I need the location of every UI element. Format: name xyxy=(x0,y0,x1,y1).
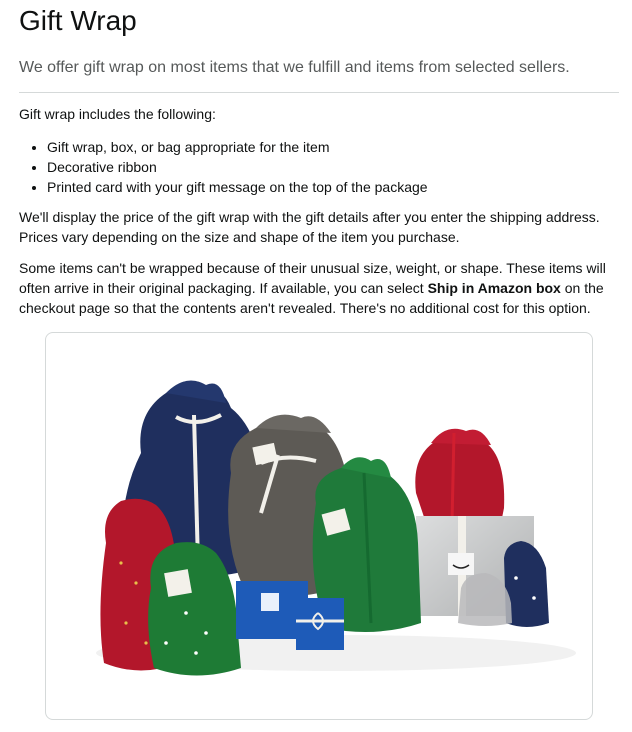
price-paragraph: We'll display the price of the gift wrap with the gift details after you enter the shipping address. Prices vary depending on the size and shape of the item you purchase. xyxy=(19,209,600,245)
includes-list xyxy=(19,137,428,197)
list-item: • Decorative ribbon xyxy=(47,157,428,177)
list-item: • Printed card with your gift message on the top of the package xyxy=(47,177,428,197)
ship-box-text-after: on the checkout page so that the contents aren't revealed. There's no additional cost for this option. xyxy=(19,280,604,316)
list-item: • Gift wrap, box, or bag appropriate for the item xyxy=(47,137,428,157)
page-subtitle: We offer gift wrap on most items that we fulfill and items from selected sellers. xyxy=(19,59,570,76)
ship-box-paragraph xyxy=(19,258,619,318)
ship-in-amazon-box-label: Ship in Amazon box xyxy=(427,280,561,296)
includes-intro: Gift wrap includes the following: xyxy=(19,106,216,122)
red-gift-bag-icon xyxy=(415,429,504,528)
gift-bags-illustration xyxy=(46,333,592,719)
ship-box-text-before: Some items can't be wrapped because of their unusual size, weight, or shape. These items will often arrive in their original packaging. If available, you can select xyxy=(19,260,606,296)
divider xyxy=(19,92,619,93)
page-title: Gift Wrap xyxy=(19,5,137,36)
gift-wrap-image xyxy=(45,332,593,720)
